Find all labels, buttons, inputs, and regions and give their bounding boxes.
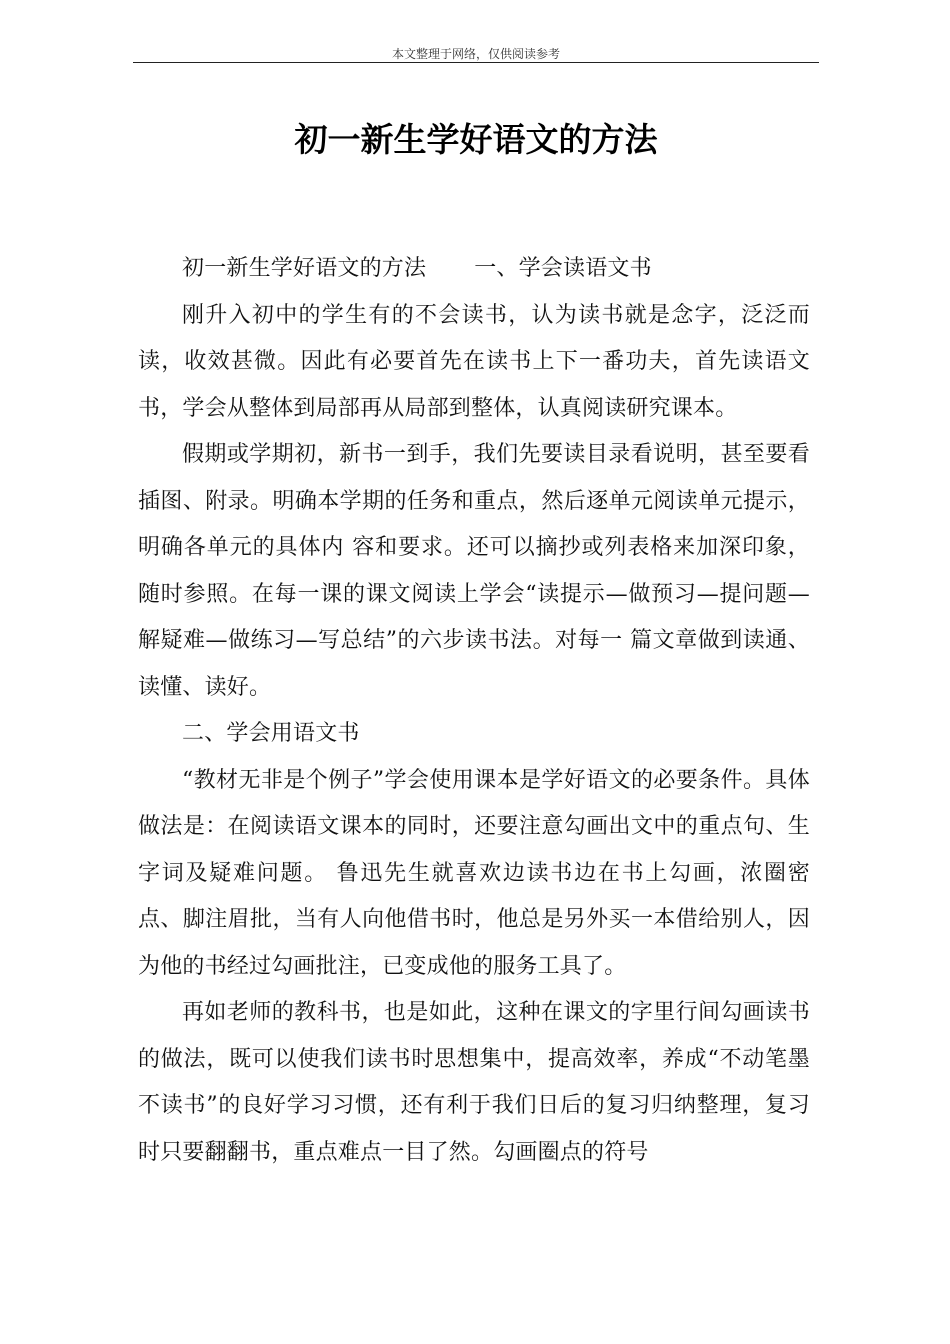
document-title: 初一新生学好语文的方法 [294,120,658,159]
document-body [138,246,810,1176]
paragraph-4: 再如老师的教科书，也是如此，这种在课文的字里行间勾画读书的做法，既可以使我们读书时思想集中，提高效率，养成“不动笔墨不读书”的良好学习习惯，还有利于我们日后的复习归纳整理，复习时只要翻翻书，重点难点一目了然。勾画圈点的符号 [138,1000,810,1165]
section-heading-2: 二、学会用语文书 [182,721,360,746]
intro-title-text: 初一新生学好语文的方法 [182,256,427,281]
paragraph-1: 刚升入初中的学生有的不会读书，认为读书就是念字，泛泛而读，收效甚微。因此有必要首先在读书上下一番功夫，首先读语文书，学会从整体到局部再从局部到整体，认真阅读研究课本。 [138,302,810,421]
paragraph-2: 假期或学期初，新书一到手，我们先要读目录看说明，甚至要看插图、附录。明确本学期的任务和重点，然后逐单元阅读单元提示，明确各单元的具体内 容和要求。还可以摘抄或列表格来加深印象，随时参照。在每一课的课文阅读上学会“读提示—做预习—提问题—解疑难—做练习—写总结”的六步读书法。对每一 篇文章做到读通、读懂、读好。 [138,442,810,700]
paragraph-3: “教材无非是个例子”学会使用课本是学好语文的必要条件。具体做法是：在阅读语文课本的同时，还要注意勾画出文中的重点句、生字词及疑难问题。 鲁迅先生就喜欢边读书边在书上勾画，浓圈密点、脚注眉批，当有人向他借书时，他总是另外买一本借给别人，因为他的书经过勾画批注，已变成他的服务工具了。 [138,767,810,979]
section-heading-1: 一、学会读语文书 [474,256,652,281]
header-note: 本文整理于网络，仅供阅读参考 [391,47,560,61]
intro-paragraph [138,246,810,293]
header-divider [133,62,819,63]
